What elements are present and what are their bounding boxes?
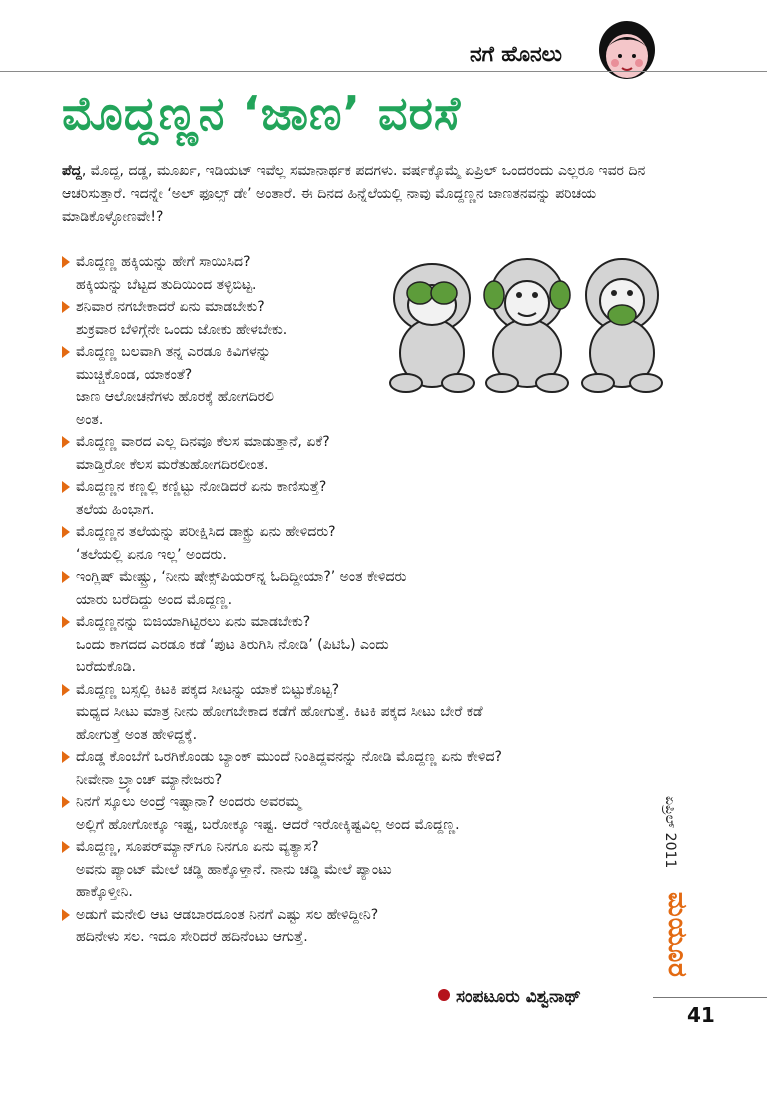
qa-item bbox=[62, 791, 662, 836]
bullet-arrow-icon bbox=[62, 256, 70, 268]
page-number: 41 bbox=[687, 1003, 715, 1027]
girl-face-mascot bbox=[597, 20, 657, 82]
question: ಮೊದ್ದಣ್ಣ ಬಸ್ಸಲ್ಲಿ ಕಿಟಕಿ ಪಕ್ಕದ ಸೀಟನ್ನು ಯಾಕೆ ಬಿಟ್ಟುಕೊಟ್ಟ? bbox=[76, 681, 340, 698]
question: ಅಡುಗೆ ಮನೇಲಿ ಆಟ ಆಡಬಾರದೂಂತ ನಿನಗೆ ಎಷ್ಟು ಸಲ ಹೇಳಿದ್ದೀನಿ? bbox=[76, 906, 379, 923]
answer: ಒಂದು ಕಾಗದದ ಎರಡೂ ಕಡೆ ‘ಪುಟ ತಿರುಗಿಸಿ ನೋಡಿ’ (ಪಿಟಿಓ) ಎಂದು bbox=[76, 636, 389, 653]
qa-list bbox=[62, 251, 662, 949]
bullet-dot-icon bbox=[438, 989, 450, 1001]
answer: ನೀವೇನಾ ಬ್ರ್ಯಾಂಚ್ ಮ್ಯಾನೇಜರು? bbox=[76, 771, 223, 788]
qa-item bbox=[62, 431, 662, 476]
intro-paragraph bbox=[62, 160, 662, 229]
answer: ಮಧ್ಯದ ಸೀಟು ಮಾತ್ರ ನೀನು ಹೋಗಬೇಕಾದ ಕಡೆಗೆ ಹೋಗುತ್ತೆ. ಕಿಟಕಿ ಪಕ್ಕದ ಸೀಟು ಬೇರೆ ಕಡೆ bbox=[76, 704, 483, 720]
qa-item bbox=[62, 566, 662, 611]
qa-item bbox=[62, 904, 662, 949]
header-divider bbox=[0, 71, 767, 72]
answer: ಹಾಕ್ಕೊಳ್ತೀನಿ. bbox=[76, 884, 133, 900]
answer: ಅಲ್ಲಿಗೆ ಹೋಗೋಕ್ಕೂ ಇಷ್ಟ, ಬರೋಕ್ಕೂ ಇಷ್ಟ. ಆದರೆ ಇರೋಕ್ಕಿಷ್ಟವಿಲ್ಲ ಅಂದ ಮೊದ್ದಣ್ಣ. bbox=[76, 816, 460, 833]
question: ಮೊದ್ದಣ್ಣ ಬಲವಾಗಿ ತನ್ನ ಎರಡೂ ಕಿವಿಗಳನ್ನು bbox=[76, 344, 271, 360]
answer: ಅವನು ಪ್ಯಾಂಟ್ ಮೇಲೆ ಚಡ್ಡಿ ಹಾಕ್ಕೊಳ್ತಾನೆ. ನಾನು ಚಡ್ಡಿ ಮೇಲೆ ಪ್ಯಾಂಟು bbox=[76, 861, 392, 878]
bullet-arrow-icon bbox=[62, 436, 70, 448]
qa-item bbox=[62, 611, 662, 679]
bullet-arrow-icon bbox=[62, 481, 70, 493]
qa-item bbox=[62, 341, 662, 431]
answer: ಹದಿನೇಳು ಸಲ. ಇದೂ ಸೇರಿದರೆ ಹದಿನೆಂಟು ಆಗುತ್ತೆ. bbox=[76, 929, 308, 945]
answer: ಹೋಗುತ್ತೆ ಅಂತ ಹೇಳಿದ್ದಕ್ಕೆ. bbox=[76, 726, 198, 743]
answer: ಅಂತ. bbox=[76, 411, 104, 428]
bullet-arrow-icon bbox=[62, 301, 70, 313]
qa-item bbox=[62, 521, 662, 566]
intro-lead: ಪೆದ್ದ bbox=[62, 163, 82, 179]
question: ಮುಚ್ಚಿಕೊಂಡ, ಯಾಕಂತೆ? bbox=[76, 366, 193, 383]
author-credit bbox=[438, 987, 581, 1007]
qa-item bbox=[62, 679, 662, 747]
answer: ಮಾಡ್ತಿರೋ ಕೆಲಸ ಮರೆತುಹೋಗದಿರಲೀಂತ. bbox=[76, 456, 269, 473]
qa-item bbox=[62, 746, 662, 791]
intro-text: , ಮೊದ್ದ, ದಡ್ಡ, ಮೂರ್ಖ, ಇಡಿಯಟ್ ಇವೆಲ್ಲ ಸಮಾನಾರ್ಥಕ ಪದಗಳು. ವರ್ಷಕ್ಕೊಮ್ಮೆ ಏಪ್ರಿಲ್ ಒಂದರಂದು ಎಲ್ಲರೂ ಇವರ ದಿನ ಆಚರಿಸುತ್ತಾರೆ. ಇದನ್ನೇ ‘ಅಲ್ ಫೂಲ್ಸ್ ಡೇ’ ಅಂತಾರೆ. ಈ ದಿನದ ಹಿನ್ನೆಲೆಯಲ್ಲಿ ನಾವು ಮೊದ್ದಣ್ಣನ ಜಾಣತನವನ್ನು ಪರಿಚಯ ಮಾಡಿಕೊಳ್ಳೋಣವೇ!? bbox=[62, 163, 646, 225]
answer: ಜಾಣ ಆಲೋಚನೆಗಳು ಹೊರಕ್ಕೆ ಹೋಗದಿರಲಿ bbox=[76, 389, 274, 405]
magazine-logo: ಮಯೂರ bbox=[662, 892, 692, 978]
qa-item bbox=[62, 251, 662, 296]
answer: ಯಾರು ಬರೆದಿದ್ದು ಅಂದ ಮೊದ್ದಣ್ಣ. bbox=[76, 591, 233, 608]
bullet-arrow-icon bbox=[62, 909, 70, 921]
answer: ಹಕ್ಕಿಯನ್ನು ಬೆಟ್ಟದ ತುದಿಯಿಂದ ತಳ್ಳಿಬಿಟ್ಟ. bbox=[76, 276, 257, 293]
bullet-arrow-icon bbox=[62, 751, 70, 763]
bullet-arrow-icon bbox=[62, 796, 70, 808]
bullet-arrow-icon bbox=[62, 841, 70, 853]
article-title: ಮೊದ್ದಣ್ಣನ ‘ಜಾಣ’ ವರಸೆ bbox=[62, 86, 462, 140]
author-name: ಸಂಪಟೂರು ವಿಶ್ವನಾಥ್ bbox=[456, 987, 581, 1007]
issue-date: ಏಪ್ರಿಲ್ 2011 bbox=[662, 796, 678, 869]
question: ಮೊದ್ದಣ್ಣ, ಸೂಪರ್‌ಮ್ಯಾನ್‌ಗೂ ನಿನಗೂ ಏನು ವ್ಯತ್ಯಾಸ? bbox=[76, 839, 319, 855]
question: ಮೊದ್ದಣ್ಣನನ್ನು ಬಿಜಿಯಾಗಿಟ್ಟಿರಲು ಏನು ಮಾಡಬೇಕು? bbox=[76, 614, 311, 630]
qa-item bbox=[62, 836, 662, 904]
question: ಮೊದ್ದಣ್ಣ ವಾರದ ಎಲ್ಲ ದಿನವೂ ಕೆಲಸ ಮಾಡುತ್ತಾನೆ, ಏಕೆ? bbox=[76, 434, 330, 450]
footer-divider bbox=[653, 997, 767, 998]
qa-item bbox=[62, 296, 662, 341]
answer: ತಲೆಯ ಹಿಂಭಾಗ. bbox=[76, 501, 155, 518]
question: ಮೊದ್ದಣ್ಣನ ತಲೆಯನ್ನು ಪರೀಕ್ಷಿಸಿದ ಡಾಕ್ಟ್ರು ಏನು ಹೇಳಿದರು? bbox=[76, 524, 336, 540]
question: ನಿನಗೆ ಸ್ಕೂಲು ಅಂದ್ರೆ ಇಷ್ಟಾನಾ? ಅಂದರು ಅವರಮ್ಮ bbox=[76, 794, 301, 810]
bullet-arrow-icon bbox=[62, 571, 70, 583]
bullet-arrow-icon bbox=[62, 616, 70, 628]
section-label: ನಗೆ ಹೊನಲು bbox=[470, 42, 562, 66]
qa-item bbox=[62, 476, 662, 521]
answer: ಶುಕ್ರವಾರ ಬೆಳಿಗ್ಗೆನೇ ಒಂದು ಜೋಕು ಹೇಳಬೇಕು. bbox=[76, 321, 288, 338]
question: ಶನಿವಾರ ನಗಬೇಕಾದರೆ ಏನು ಮಾಡಬೇಕು? bbox=[76, 299, 265, 315]
bullet-arrow-icon bbox=[62, 346, 70, 358]
answer: ಬರೆದುಕೊಡಿ. bbox=[76, 659, 137, 675]
question: ಮೊದ್ದಣ್ಣನ ಕಣ್ಣಲ್ಲಿ ಕಣ್ಣಿಟ್ಟು ನೋಡಿದರೆ ಏನು ಕಾಣಿಸುತ್ತೆ? bbox=[76, 479, 327, 495]
bullet-arrow-icon bbox=[62, 684, 70, 696]
answer: ‘ತಲೆಯಲ್ಲಿ ಏನೂ ಇಲ್ಲ’ ಅಂದರು. bbox=[76, 546, 227, 563]
question: ದೊಡ್ಡ ಕೊಂಬೆಗೆ ಒರಗಿಕೊಂಡು ಬ್ಯಾಂಕ್ ಮುಂದೆ ನಿಂತಿದ್ದವನನ್ನು ನೋಡಿ ಮೊದ್ದಣ್ಣ ಏನು ಕೇಳಿದ? bbox=[76, 749, 502, 765]
question: ಮೊದ್ದಣ್ಣ ಹಕ್ಕಿಯನ್ನು ಹೇಗೆ ಸಾಯಿಸಿದ? bbox=[76, 254, 251, 270]
bullet-arrow-icon bbox=[62, 526, 70, 538]
question: ಇಂಗ್ಲಿಷ್ ಮೇಷ್ಟ್ರು, ‘ನೀನು ಷೇಕ್ಸ್‌ಪಿಯರ್‌ನ್ನ ಓದಿದ್ದೀಯಾ?’ ಅಂತ ಕೇಳಿದರು bbox=[76, 569, 407, 585]
